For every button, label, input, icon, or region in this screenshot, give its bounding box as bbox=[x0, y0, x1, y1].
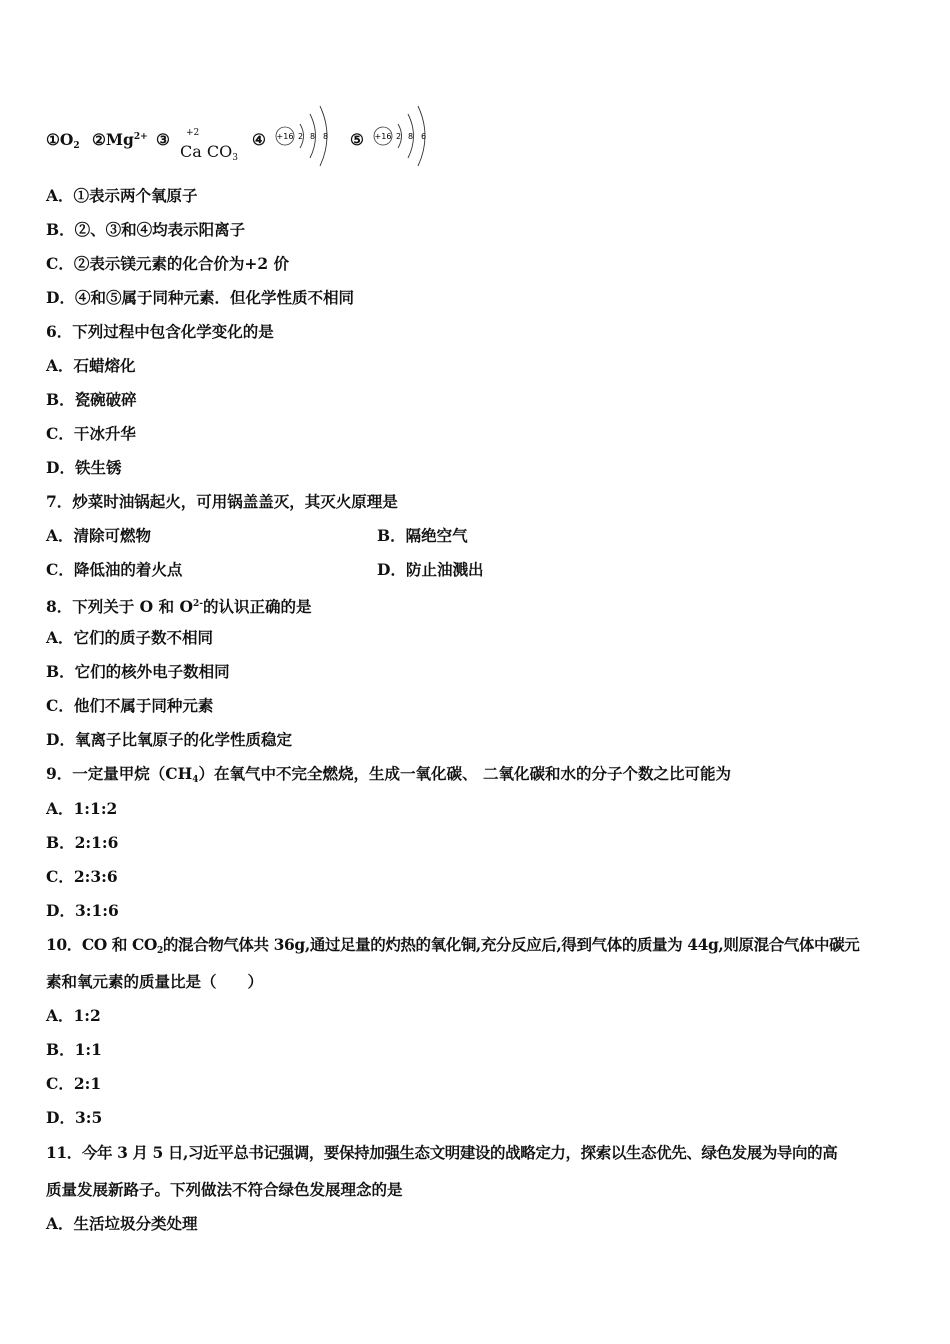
q7-option-c: C．降低油的着火点 bbox=[46, 560, 183, 579]
q6-stem: 6．下列过程中包含化学变化的是 bbox=[46, 322, 274, 341]
q5-option-a: A．①表示两个氧原子 bbox=[46, 186, 198, 205]
q8-option-c: C．他们不属于同种元素 bbox=[46, 696, 214, 715]
q7-option-d: D．防止油溅出 bbox=[377, 560, 484, 579]
q5-option-b: B．②、③和④均表示阳离子 bbox=[46, 220, 246, 239]
q5-option-d: D．④和⑤属于同种元素．但化学性质不相同 bbox=[46, 288, 354, 307]
q8-option-b: B．它们的核外电子数相同 bbox=[46, 662, 230, 681]
q8-stem: 8．下列关于 O 和 $O^{2-}$的认识正确的是 bbox=[46, 597, 312, 616]
q8-option-a: A．它们的质子数不相同 bbox=[46, 628, 214, 647]
q10-stem-line2: 素和氧元素的质量比是（ ） bbox=[46, 972, 264, 991]
q6-option-b: B．瓷碗破碎 bbox=[46, 390, 137, 409]
atom4-shell-2: 8 bbox=[310, 132, 316, 141]
atom4-nucleus: +16 bbox=[276, 132, 294, 141]
q11-option-a: A．生活垃圾分类处理 bbox=[46, 1214, 198, 1233]
formula-caco3: Ca $CO_3$ bbox=[180, 142, 238, 163]
atom5-shell-2: 8 bbox=[408, 132, 414, 141]
q6-option-c: C．干冰升华 bbox=[46, 424, 136, 443]
atom5-shell-3: 6 bbox=[421, 132, 427, 141]
q10-option-a: A．1:2 bbox=[46, 1006, 101, 1025]
formula-row bbox=[46, 100, 466, 170]
caco3-charge: +2 bbox=[186, 128, 200, 138]
q9-option-c: C．2:3:6 bbox=[46, 867, 118, 886]
q9-option-a: A．1:1:2 bbox=[46, 799, 118, 818]
q6-option-a: A．石蜡熔化 bbox=[46, 356, 136, 375]
atom5-nucleus: +16 bbox=[374, 132, 392, 141]
q10-option-d: D．3:5 bbox=[46, 1108, 103, 1127]
formula-mg-ion: $②Mg^{2+}$ bbox=[92, 130, 148, 149]
q10-option-c: C．2:1 bbox=[46, 1074, 102, 1093]
q9-stem: 9．一定量甲烷$(CH_4)$在氧气中不完全燃烧，生成一氧化碳、 二氧化碳和水的分子个数之比可能为 bbox=[46, 764, 731, 785]
atom5-shell-1: 2 bbox=[396, 132, 402, 141]
atom4-shell-1: 2 bbox=[298, 132, 304, 141]
q9-option-b: B．2:1:6 bbox=[46, 833, 119, 852]
q10-stem-line1: 10．CO 和 $CO_2$的混合物气体共 36g,通过足量的灼热的氧化铜,充分反应后,得到气体的质量为 44g,则原混合气体中碳元 bbox=[46, 935, 860, 956]
q5-option-c: C．②表示镁元素的化合价为+2 价 bbox=[46, 254, 290, 273]
q7-option-b: B．隔绝空气 bbox=[377, 526, 468, 545]
q10-option-b: B．1:1 bbox=[46, 1040, 102, 1059]
q6-option-d: D．铁生锈 bbox=[46, 458, 122, 477]
q11-stem-line1: 11．今年 3 月 5 日,习近平总书记强调，要保持加强生态文明建设的战略定力，探索以生态优先、绿色发展为导向的高 bbox=[46, 1143, 838, 1162]
formula-o2: $①O_2$ bbox=[46, 130, 80, 151]
q9-option-d: D．3:1:6 bbox=[46, 901, 119, 920]
formula-item5-label: ⑤ bbox=[350, 130, 364, 149]
q7-option-a: A．清除可燃物 bbox=[46, 526, 152, 545]
q8-option-d: D．氧离子比氧原子的化学性质稳定 bbox=[46, 730, 292, 749]
formula-item3-label: ③ bbox=[156, 130, 170, 149]
formula-item4-label: ④ bbox=[252, 130, 266, 149]
atom4-shell-3: 8 bbox=[323, 132, 329, 141]
q11-stem-line2: 质量发展新路子。下列做法不符合绿色发展理念的是 bbox=[46, 1180, 403, 1199]
q7-stem: 7．炒菜时油锅起火，可用锅盖盖灭，其灭火原理是 bbox=[46, 492, 398, 511]
